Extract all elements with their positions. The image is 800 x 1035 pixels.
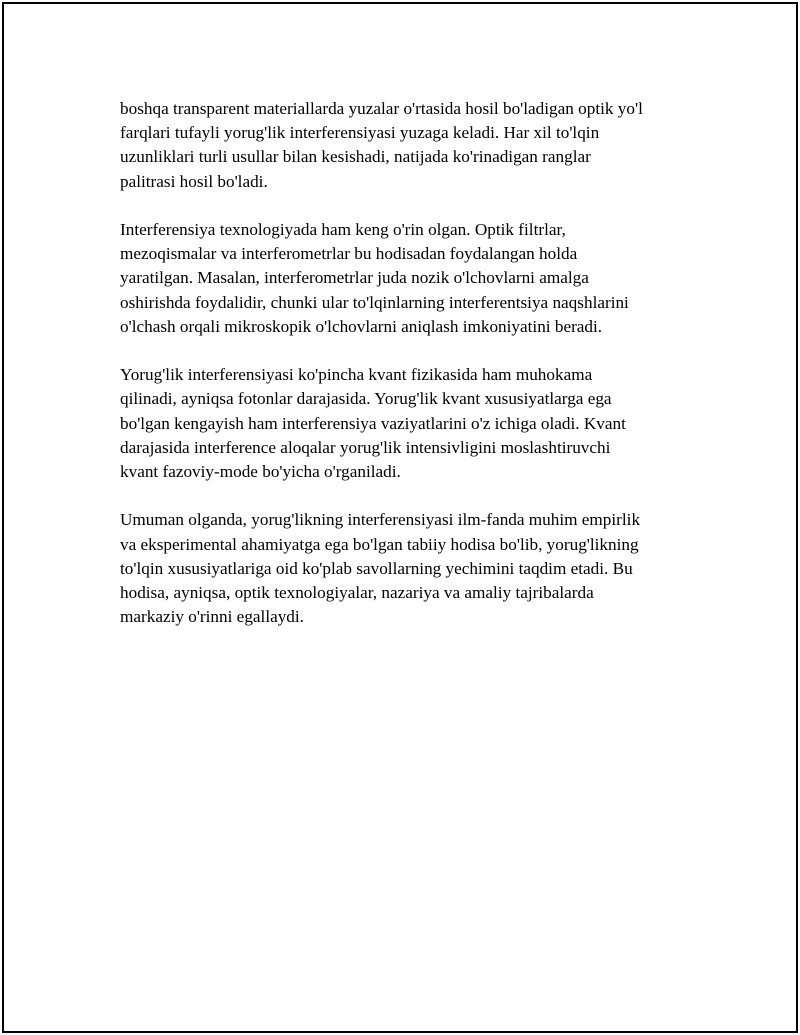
paragraph: boshqa transparent materiallarda yuzalar o'rtasida hosil bo'ladigan optik yo'l farqlari tufayli yorug'lik interferensiyasi yuzaga keladi. Har xil to'lqin uzunliklari turli usullar bilan kesishadi, natijada ko'rinadigan ranglar palitrasi hosil bo'ladi. <box>120 99 643 191</box>
paragraph: Yorug'lik interferensiyasi ko'pincha kvant fizikasida ham muhokama qilinadi, ayniqsa fotonlar darajasida. Yorug'lik kvant xususiyatlarga ega bo'lgan kengayish ham interferensiya vaziyatlarini o'z ichiga oladi. Kvant darajasida interference aloqalar yorug'lik intensivligini moslashtiruvchi kvant fazoviy-mode bo'yicha o'rganiladi. <box>120 365 626 482</box>
document-body <box>120 97 700 654</box>
paragraph: Umuman olganda, yorug'likning interferensiyasi ilm-fanda muhim empirlik va eksperimental ahamiyatga ega bo'lgan tabiiy hodisa bo'lib, yorug'likning to'lqin xususiyatlariga oid ko'plab savollarning yechimini taqdim etadi. Bu hodisa, ayniqsa, optik texnologiyalar, nazariya va amaliy tajribalarda markaziy o'rinni egallaydi. <box>120 510 641 627</box>
document-page <box>2 2 798 1033</box>
paragraph: Interferensiya texnologiyada ham keng o'rin olgan. Optik filtrlar, mezoqismalar va interferometrlar bu hodisadan foydalangan holda yaratilgan. Masalan, interferometrlar juda nozik o'lchovlarni amalga oshirishda foydalidir, chunki ular to'lqinlarning interferentsiya naqshlarini o'lchash orqali mikroskopik o'lchovlarni aniqlash imkoniyatini beradi. <box>120 220 629 336</box>
